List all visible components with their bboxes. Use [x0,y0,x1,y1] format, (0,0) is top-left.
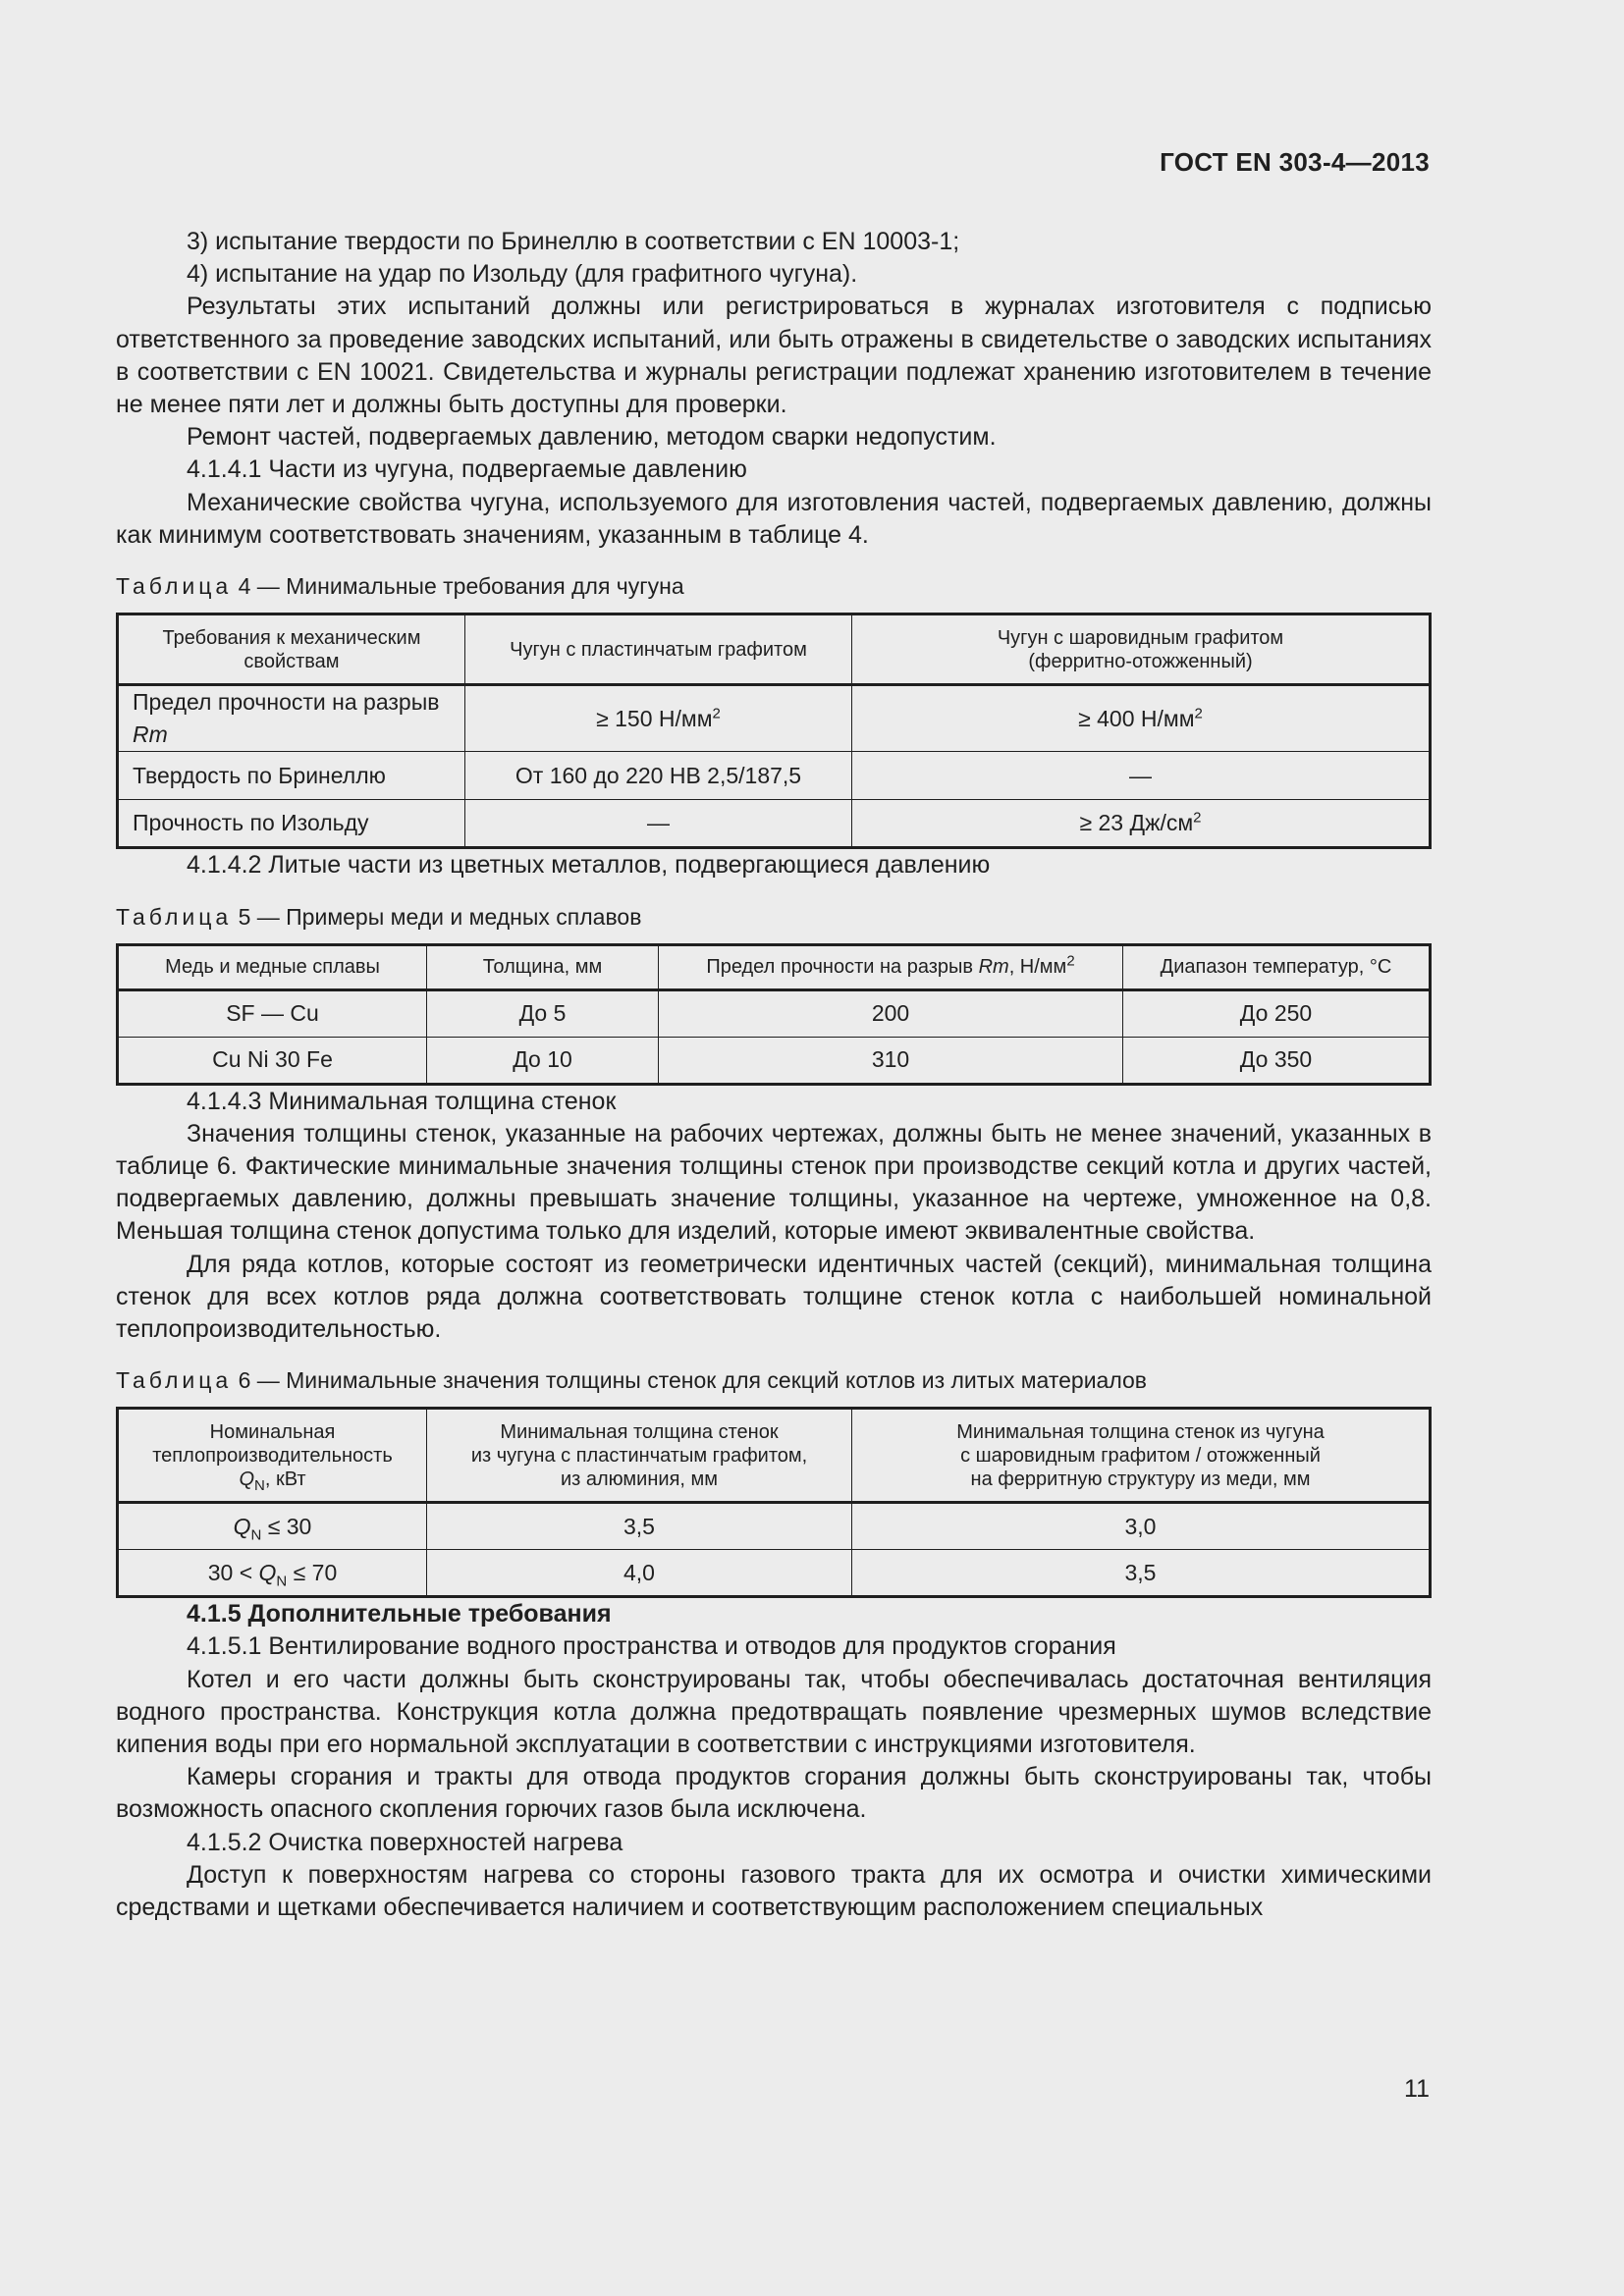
table-6-caption-text: 6 — Минимальные значения толщины стенок для секций котлов из литых материалов [232,1367,1148,1394]
document-header: ГОСТ EN 303-4—2013 [1160,147,1430,177]
label-text: Предел прочности на разрыв [133,689,440,716]
table-4-header-3-line-2: (ферритно-отожженный) [1028,650,1253,672]
header-line: теплопроизводительность [152,1444,393,1467]
header-italic: Rm [978,956,1009,979]
table-5-header-3 [659,944,1123,989]
table-5-cell: До 10 [427,1037,659,1084]
header-sub: N [254,1476,265,1494]
table-4-caption-word: Таблица [116,573,233,600]
table-4-row-2-col-1: От 160 до 220 НВ 2,5/187,5 [465,752,852,800]
header-line: на ферритную структуру из меди, мм [970,1468,1311,1490]
table-5-header-1: Медь и медные сплавы [118,944,427,989]
table-6-row-2-col-2: 3,5 [852,1550,1431,1597]
table-6-row-1-range [118,1503,427,1550]
table-5-header-2: Толщина, мм [427,944,659,989]
header-line: из алюминия, мм [560,1468,719,1490]
header-unit: , кВт [264,1468,306,1490]
section-heading-4143: 4.1.4.3 Минимальная толщина стенок [187,1087,617,1115]
value-sup: 2 [1194,704,1203,721]
table-5-caption-word: Таблица [116,903,233,930]
range-sub: N [276,1573,288,1590]
table-6-header-2 [427,1409,852,1503]
range-symbol: Q [233,1513,251,1539]
table-row [118,1037,1431,1084]
table-5-cell: До 5 [427,989,659,1037]
table-6 [116,1407,1432,1598]
table-4-header-1: Требования к механическим свойствам [118,614,465,685]
table-5 [116,943,1432,1086]
table-5-cell: 310 [659,1037,1123,1084]
value-sup: 2 [712,704,721,721]
section-heading-4141: 4.1.4.1 Части из чугуна, подвергаемые давлению [187,455,747,484]
page-content [116,226,1432,1924]
table-5-cell: Cu Ni 30 Fe [118,1037,427,1084]
table-row [118,1550,1431,1597]
table-4-header-3-line-1: Чугун с шаровидным графитом [997,626,1284,649]
table-4-row-3-col-2 [852,800,1431,848]
value-text: ≥ 23 Дж/см [1079,810,1194,836]
section-heading-4151: 4.1.5.1 Вентилирование водного пространства и отводов для продуктов сгорания [187,1632,1116,1661]
paragraph-wall-thickness: Значения толщины стенок, указанные на рабочих чертежах, должны быть не менее значений, указанных в таблице 6. Фактические минимальные значения толщины стенок при производстве секций котла и других частей, подвергаемых давлению, должны превышать значение толщины, указанное на чертеже, умноженное на 0,8. Меньшая толщина стенок допустима только для изделий, которые имеют эквивалентные свойства. [116,1119,1432,1246]
paragraph-combustion-chambers: Камеры сгорания и тракты для отвода продуктов сгорания должны быть сконструированы так, чтобы возможность опасного скопления горючих газов была исключена. [116,1763,1432,1824]
header-symbol: Q [239,1468,254,1490]
table-4-header-2: Чугун с пластинчатым графитом [465,614,852,685]
list-item-3: 3) испытание твердости по Бринеллю в соответствии с EN 10003-1; [187,228,960,255]
table-5-header-4: Диапазон температур, °С [1123,944,1431,989]
table-6-row-2-range [118,1550,427,1597]
header-line: Минимальная толщина стенок [500,1420,779,1443]
table-row [118,1503,1431,1550]
table-4 [116,613,1432,849]
section-heading-4152: 4.1.5.2 Очистка поверхностей нагрева [187,1828,623,1856]
range-prefix: 30 < [207,1559,259,1585]
paragraph-test-results: Результаты этих испытаний должны или регистрироваться в журналах изготовителя с подписью ответственного за проведение заводских испытаний, или быть отражены в свидетельстве о заводских испытаниях в соответствии с EN 10021. Свидетельства и журналы регистрации подлежат хранению изготовителем в течение не менее пяти лет и должны быть доступны для проверки. [116,293,1432,419]
range-symbol: Q [258,1559,277,1585]
paragraph-surface-cleaning: Доступ к поверхностям нагрева со стороны газового тракта для их осмотра и очистки химическими средствами и щетками обеспечивается наличием и соответствующим расположением специальных [116,1860,1432,1922]
table-row [118,685,1431,752]
table-5-cell: До 250 [1123,989,1431,1037]
label-italic: Rm [133,721,168,748]
table-5-cell: 200 [659,989,1123,1037]
table-4-caption-text: 4 — Минимальные требования для чугуна [232,573,684,600]
table-4-row-3-label: Прочность по Изольду [118,800,465,848]
table-4-row-1-col-2 [852,685,1431,752]
table-6-row-1-col-1: 3,5 [427,1503,852,1550]
table-4-header-3 [852,614,1431,685]
header-line: Минимальная толщина стенок из чугуна [956,1420,1325,1443]
header-unit: , Н/мм [1008,956,1067,979]
header-sup: 2 [1066,952,1075,970]
paragraph-ventilation: Котел и его части должны быть сконструированы так, чтобы обеспечивалась достаточная вентиляция водного пространства. Конструкция котла должна предотвращать появление чрезмерных шумов вследствие кипения воды при его нормальной эксплуатации в соответствии с инструкциями изготовителя. [116,1665,1432,1759]
table-5-cell: SF — Cu [118,989,427,1037]
table-6-caption [116,1365,1432,1395]
table-row [118,800,1431,848]
table-6-row-1-col-2: 3,0 [852,1503,1431,1550]
table-4-row-1-label [118,685,465,752]
table-4-row-1-col-1 [465,685,852,752]
header-line: Номинальная [209,1420,336,1443]
section-heading-4142: 4.1.4.2 Литые части из цветных металлов, подвергающиеся давлению [187,851,991,880]
table-4-row-2-col-2: — [852,752,1431,800]
section-heading-415: 4.1.5 Дополнительные требования [187,1600,612,1629]
range-sub: N [250,1526,262,1544]
list-item-4: 4) испытание на удар по Изольду (для графитного чугуна). [187,260,858,289]
table-row [118,989,1431,1037]
value-text: ≥ 150 Н/мм [596,705,713,731]
paragraph-cast-iron: Механические свойства чугуна, используемого для изготовления частей, подвергаемых давлению, должны как минимум соответствовать значениям, указанным в таблице 4. [116,488,1432,549]
value-sup: 2 [1193,809,1202,827]
table-6-caption-word: Таблица [116,1367,233,1394]
table-6-header-3 [852,1409,1431,1503]
paragraph-boiler-series: Для ряда котлов, которые состоят из геометрически идентичных частей (секций), минимальная толщина стенок для всех котлов ряда должна соответствовать толщине стенок котла с наибольшей номинальной теплопроизводительностью. [116,1250,1432,1344]
range-text: ≤ 70 [287,1559,338,1585]
value-text: ≥ 400 Н/мм [1078,705,1195,731]
header-text: Предел прочности на разрыв [706,956,979,979]
table-4-row-3-col-1: — [465,800,852,848]
header-line: из чугуна с пластинчатым графитом, [470,1444,808,1467]
table-5-cell: До 350 [1123,1037,1431,1084]
table-4-row-2-label: Твердость по Бринеллю [118,752,465,800]
table-5-caption [116,902,1432,932]
range-text: ≤ 30 [261,1513,312,1539]
table-5-caption-text: 5 — Примеры меди и медных сплавов [232,903,642,930]
table-6-row-2-col-1: 4,0 [427,1550,852,1597]
page-number: 11 [1404,2075,1430,2103]
table-row [118,752,1431,800]
table-6-header-1 [118,1409,427,1503]
table-4-caption [116,571,1432,601]
header-line: с шаровидным графитом / отожженный [960,1444,1321,1467]
paragraph-welding: Ремонт частей, подвергаемых давлению, методом сварки недопустим. [187,423,997,452]
